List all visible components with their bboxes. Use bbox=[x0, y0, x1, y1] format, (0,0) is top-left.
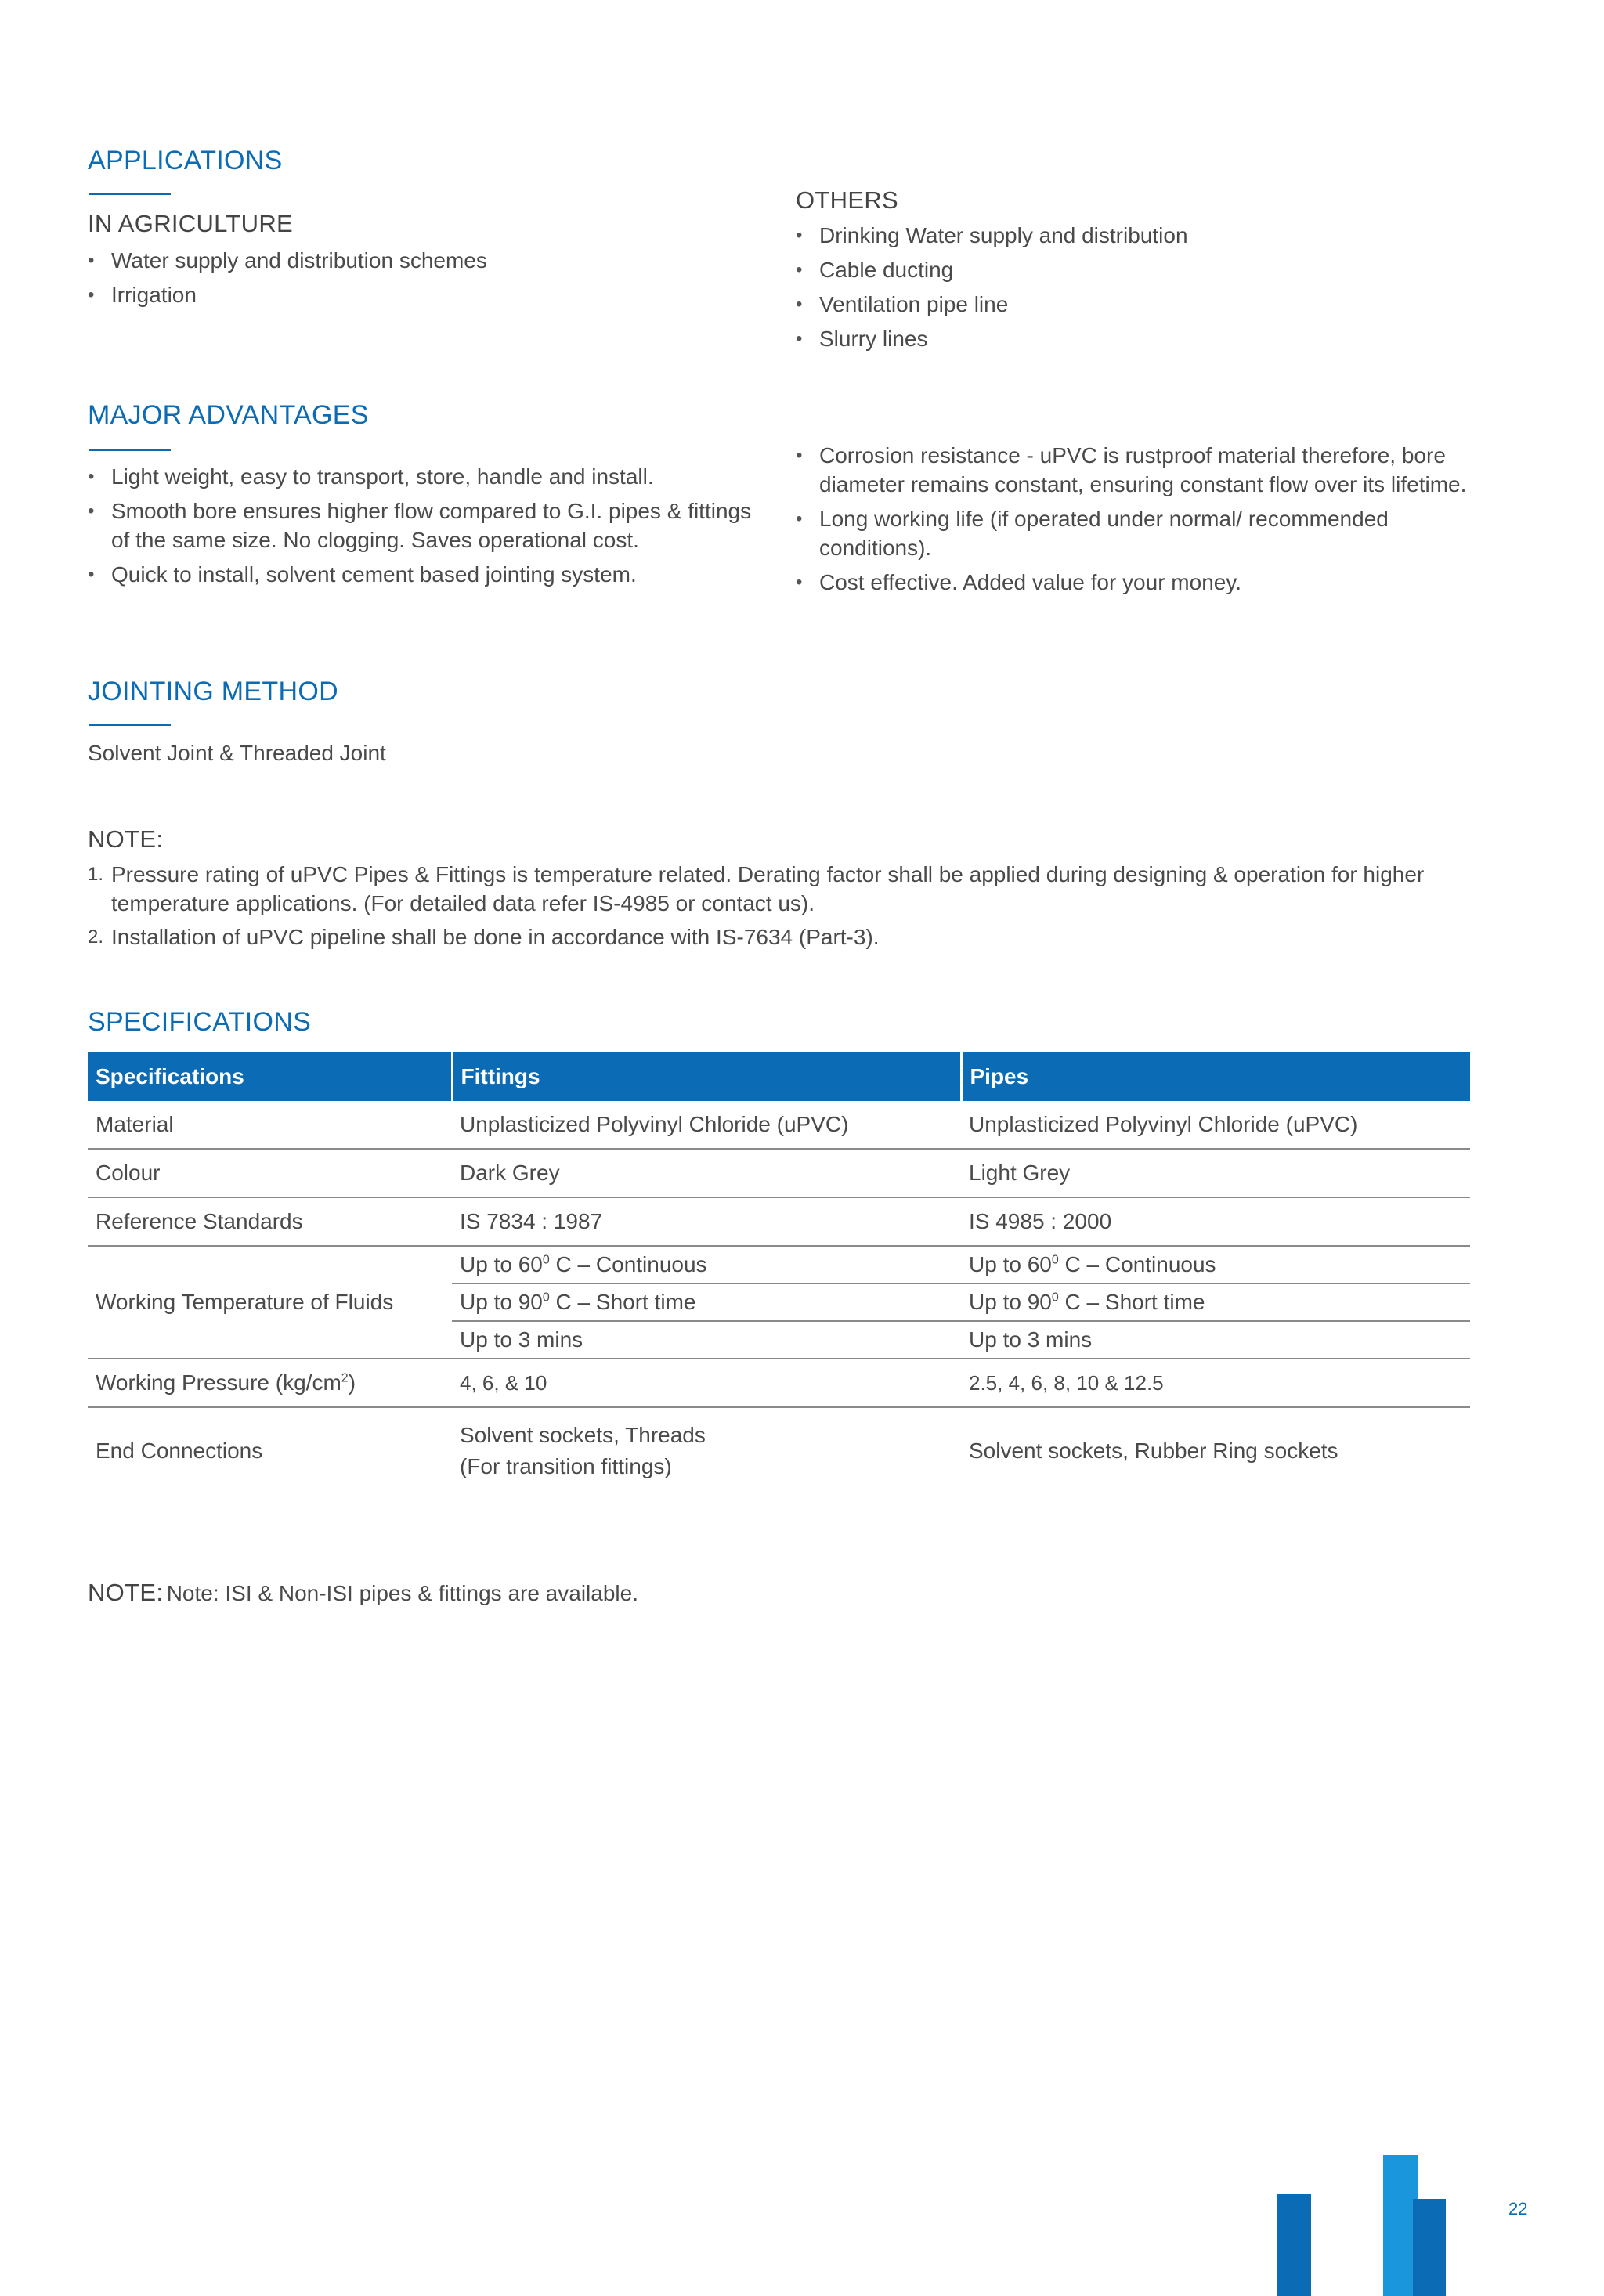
list-item: • Slurry lines bbox=[796, 324, 1501, 353]
row-label: End Connections bbox=[96, 1439, 263, 1463]
others-title: OTHERS bbox=[796, 186, 898, 214]
list-item: • Quick to install, solvent cement based jointing system. bbox=[88, 560, 769, 589]
note-number: 2. bbox=[88, 926, 104, 948]
column-header: Fittings bbox=[452, 1052, 961, 1101]
pipes-cell: Unplasticized Polyvinyl Chloride (uPVC) bbox=[961, 1101, 1470, 1149]
note-text: Installation of uPVC pipeline shall be done in accordance with IS-7634 (Part-3). bbox=[111, 925, 880, 949]
list-item bbox=[88, 860, 1466, 918]
advantages-heading: MAJOR ADVANTAGES bbox=[88, 400, 369, 430]
row-label: Material bbox=[88, 1101, 452, 1149]
list-item: • Water supply and distribution schemes bbox=[88, 246, 753, 275]
list-item: • Corrosion resistance - uPVC is rustproof material therefore, bore diameter remains constant, ensuring constant flow over its lifetime. bbox=[796, 441, 1469, 499]
footer-note-title: NOTE: bbox=[88, 1579, 164, 1606]
specifications-heading: SPECIFICATIONS bbox=[88, 1007, 312, 1037]
row-label: Colour bbox=[88, 1149, 452, 1197]
jointing-underline bbox=[89, 724, 171, 726]
note-title: NOTE: bbox=[88, 825, 164, 853]
row-label: Working Pressure $(kg/cm^2)$ bbox=[88, 1359, 452, 1407]
pipes-cell: Light Grey bbox=[961, 1149, 1470, 1197]
table-row bbox=[88, 1101, 1470, 1149]
others-list bbox=[796, 221, 1501, 359]
row-label: Reference Standards bbox=[88, 1197, 452, 1246]
table-row bbox=[88, 1149, 1470, 1197]
applications-heading: APPLICATIONS bbox=[88, 146, 283, 175]
row-label: Working Temperature of Fluids bbox=[88, 1246, 452, 1359]
pipes-cell: Up to 3 mins bbox=[961, 1321, 1470, 1359]
table-row bbox=[88, 1359, 1470, 1407]
page-number: 22 bbox=[1508, 2199, 1528, 2218]
jointing-heading: JOINTING METHOD bbox=[88, 677, 338, 706]
list-item: • Cable ducting bbox=[796, 255, 1501, 284]
specifications-table bbox=[88, 1052, 1470, 1494]
fittings-cell: Solvent sockets, Threads (For transition fittings) bbox=[460, 1423, 706, 1478]
fittings-cell: Dark Grey bbox=[452, 1149, 961, 1197]
advantages-underline bbox=[89, 449, 171, 451]
note-list bbox=[88, 860, 1466, 956]
list-item: • Smooth bore ensures higher flow compared to G.I. pipes & fittings of the same size. No clogging. Saves operational cost. bbox=[88, 496, 769, 554]
decorative-bar bbox=[1413, 2199, 1446, 2296]
list-item: • Irrigation bbox=[88, 280, 753, 309]
advantages-left-list bbox=[88, 462, 769, 594]
list-item: • Ventilation pipe line bbox=[796, 290, 1501, 319]
table-row bbox=[88, 1407, 1470, 1494]
table-row bbox=[88, 1197, 1470, 1246]
list-item: • Drinking Water supply and distribution bbox=[796, 221, 1501, 250]
table-header-row bbox=[88, 1052, 1470, 1101]
pipes-cell: 2.5, 4, 6, 8, 10 & 12.5 bbox=[961, 1359, 1470, 1407]
table-row bbox=[88, 1246, 1470, 1283]
column-header: Pipes bbox=[961, 1052, 1470, 1101]
footer-note bbox=[88, 1579, 638, 1607]
pipes-cell: Up to $60^0$ C – Continuous bbox=[961, 1246, 1470, 1283]
pipes-cell: IS 4985 : 2000 bbox=[961, 1197, 1470, 1246]
fittings-cell: Unplasticized Polyvinyl Chloride (uPVC) bbox=[452, 1101, 961, 1149]
fittings-cell: IS 7834 : 1987 bbox=[452, 1197, 961, 1246]
note-text: Pressure rating of uPVC Pipes & Fittings is temperature related. Derating factor shall be applied during designing & operation for higher temperature applications. (For detailed data refer IS-4985 or contact us). bbox=[111, 862, 1425, 915]
fittings-cell: Up to $60^0$ C – Continuous bbox=[452, 1246, 961, 1283]
footer-note-text: Note: ISI & Non-ISI pipes & fittings are available. bbox=[166, 1581, 638, 1605]
agriculture-title: IN AGRICULTURE bbox=[88, 210, 293, 237]
list-item: • Light weight, easy to transport, store, handle and install. bbox=[88, 462, 769, 491]
decorative-bar bbox=[1277, 2194, 1311, 2296]
advantages-right-list bbox=[796, 441, 1469, 602]
fittings-cell: 4, 6, & 10 bbox=[452, 1359, 961, 1407]
pipes-cell: Up to $90^0$ C – Short time bbox=[961, 1283, 1470, 1321]
column-header: Specifications bbox=[88, 1052, 452, 1101]
fittings-cell: Up to 3 mins bbox=[452, 1321, 961, 1359]
list-item bbox=[88, 922, 1466, 951]
pipes-cell: Solvent sockets, Rubber Ring sockets bbox=[969, 1439, 1338, 1463]
list-item: • Cost effective. Added value for your money. bbox=[796, 568, 1469, 597]
list-item: • Long working life (if operated under normal/ recommended conditions). bbox=[796, 504, 1469, 562]
jointing-text: Solvent Joint & Threaded Joint bbox=[88, 741, 386, 765]
agriculture-list bbox=[88, 246, 753, 315]
note-number: 1. bbox=[88, 864, 104, 885]
fittings-cell: Up to $90^0$ C – Short time bbox=[452, 1283, 961, 1321]
applications-underline bbox=[89, 193, 171, 195]
